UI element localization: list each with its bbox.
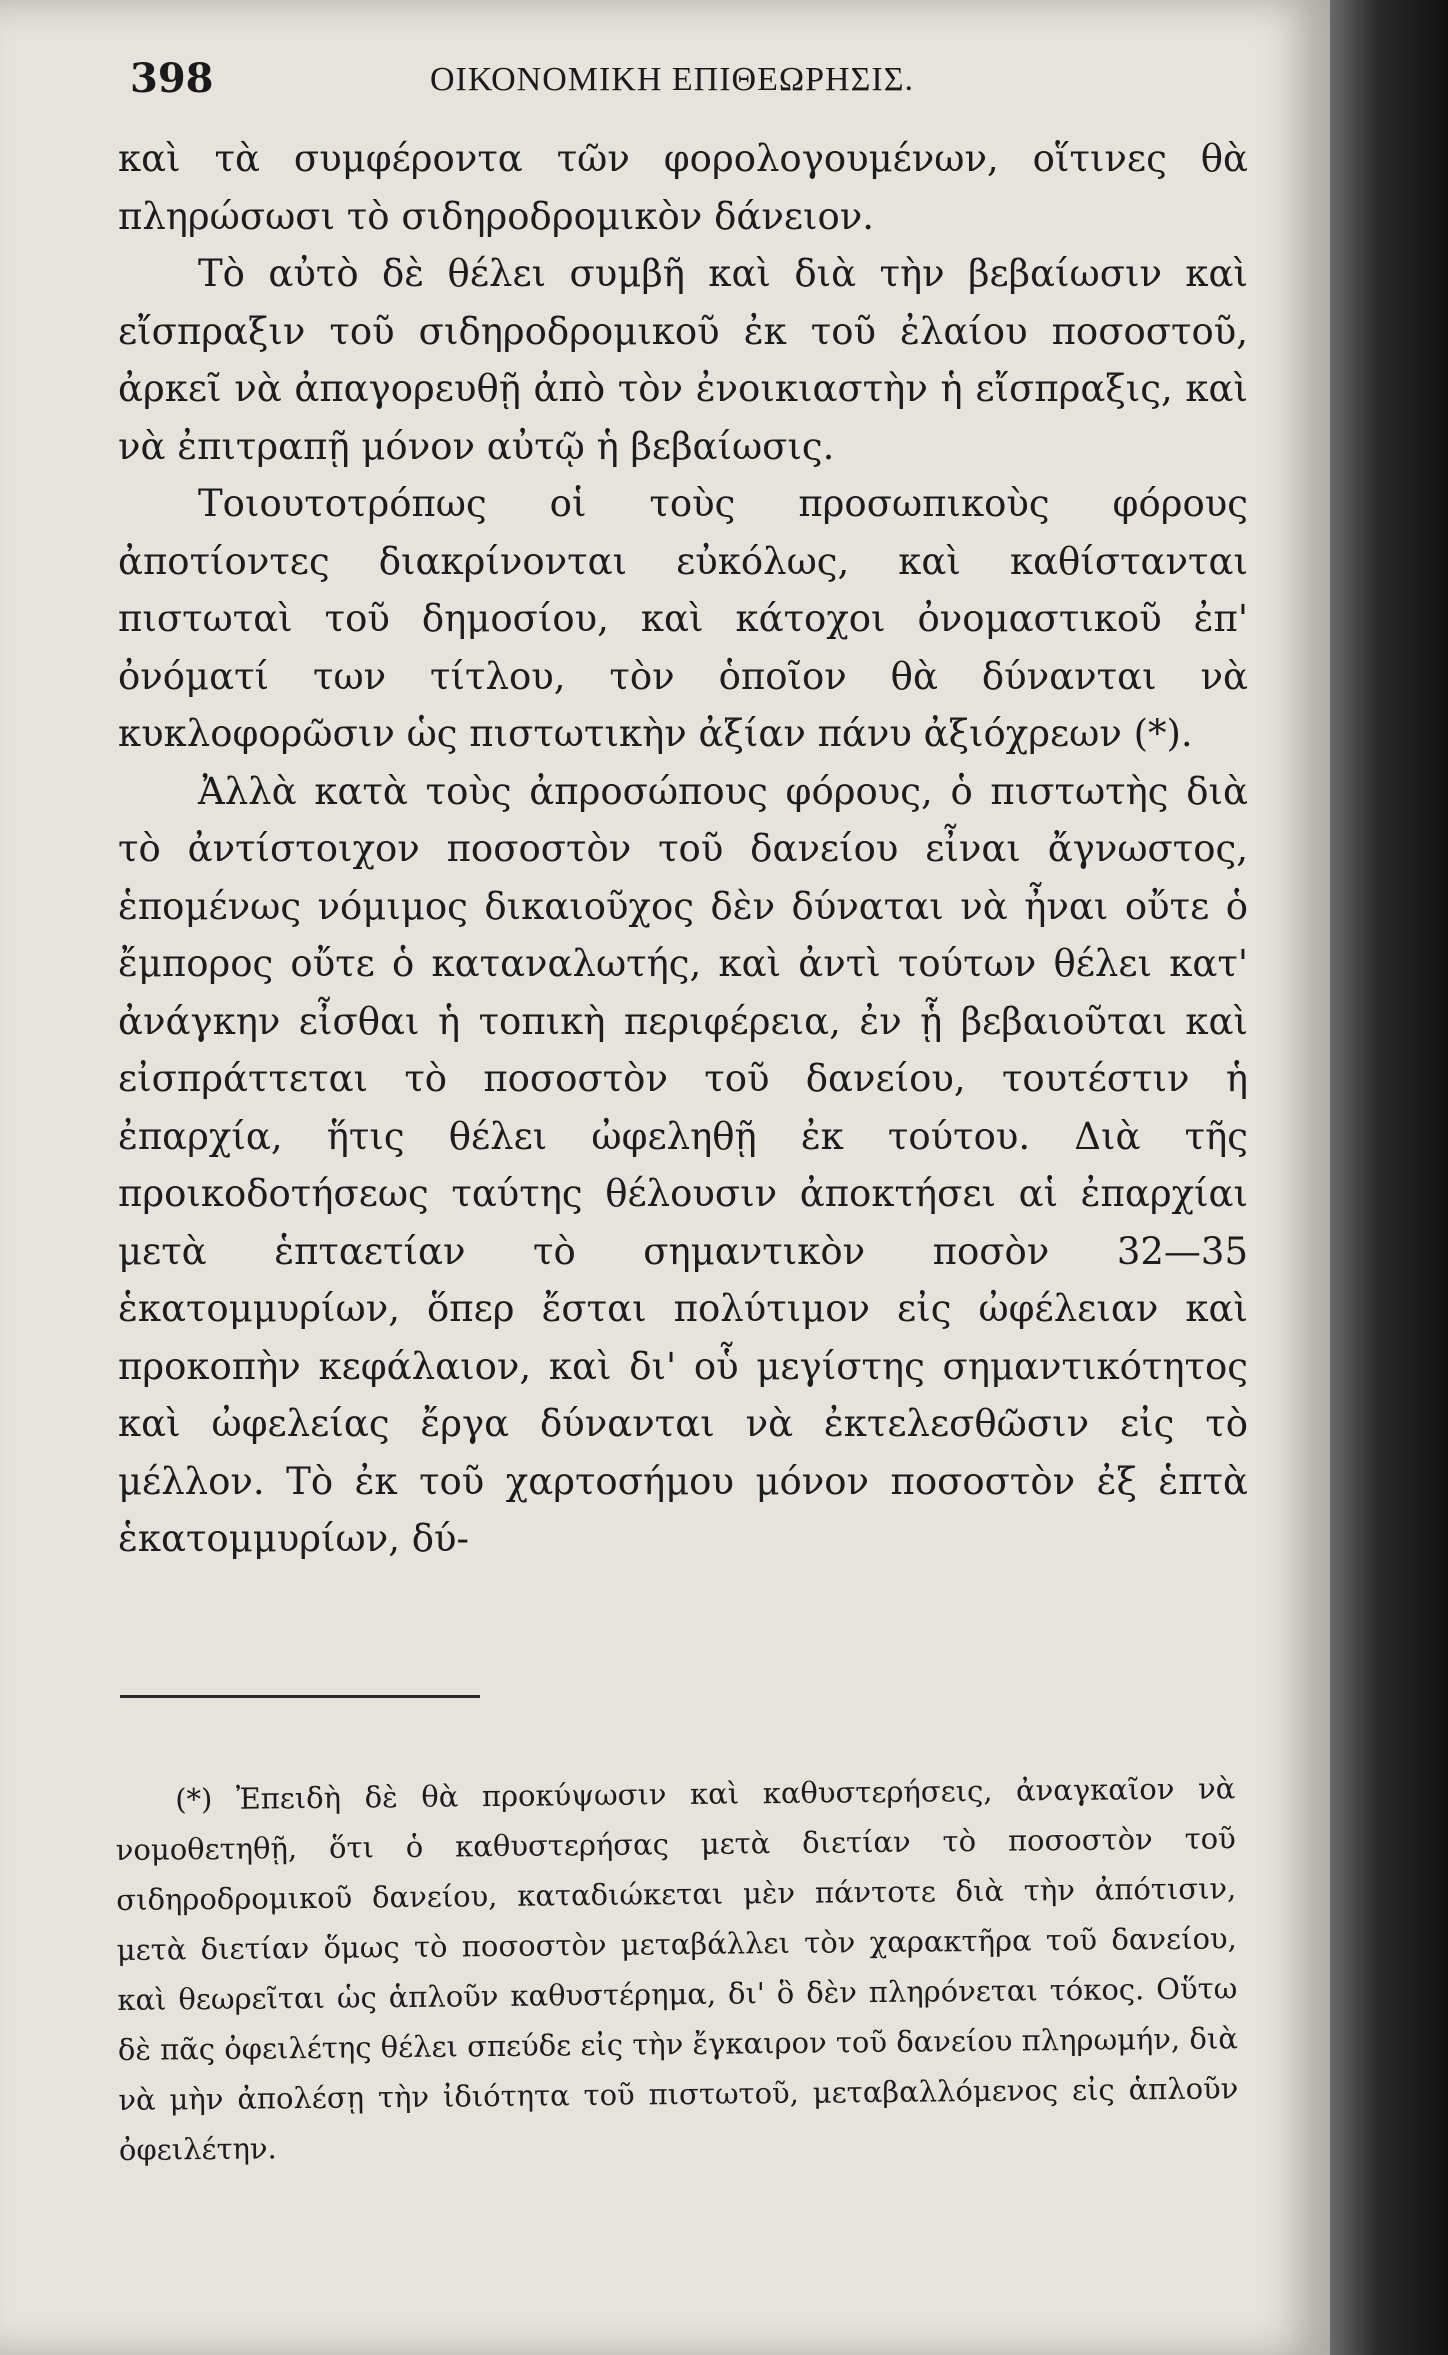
book-binding-edge [1330, 0, 1448, 2355]
paragraph: Ἀλλὰ κατὰ τοὺς ἀπροσώπους φόρους, ὁ πιστωτὴς διὰ τὸ ἀντίστοιχον ποσοστὸν τοῦ δανείου εἶναι ἄγνωστος, ἑπομένως νόμιμος δικαιοῦχος δὲν δύναται νὰ ἦναι οὔτε ὁ ἔμπορος οὔτε ὁ καταναλωτής, καὶ ἀντὶ τούτων θέλει κατ' ἀνάγκην εἶσθαι ἡ τοπικὴ περιφέρεια, ἐν ᾗ βεβαιοῦται καὶ εἰσπράττεται τὸ ποσοστὸν τοῦ δανείου, τουτέστιν ἡ ἐπαρχία, ἥτις θέλει ὠφεληθῇ ἐκ τούτου. Διὰ τῆς προικοδοτήσεως ταύτης θέλουσιν ἀποκτήσει αἱ ἐπαρχίαι μετὰ ἑπταετίαν τὸ σημαντικὸν ποσὸν 32—35 ἑκατομμυρίων, ὅπερ ἔσται πολύτιμον εἰς ὠφέλειαν καὶ προκοπὴν κεφάλαιον, καὶ δι' οὗ μεγίστης σημαντικότητος καὶ ὠφελείας ἔργα δύνανται νὰ ἐκτελεσθῶσιν εἰς τὸ μέλλον. Τὸ ἐκ τοῦ χαρτοσήμου μόνον ποσοστὸν ἐξ ἑπτὰ ἑκατομμυρίων, δύ- [118, 769, 1248, 1560]
page-number: 398 [130, 55, 214, 102]
footnote-divider [120, 1695, 480, 1698]
paragraph-continuation: καὶ τὰ συμφέροντα τῶν φορολογουμένων, οἵτινες θὰ πληρώσωσι τὸ σιδηροδρομικὸν δάνειον. [118, 137, 1248, 238]
page-header [130, 55, 1230, 115]
body-text [118, 130, 1248, 1568]
running-title: ΟΙΚΟΝΟΜΙΚΗ ΕΠΙΘΕΩΡΗΣΙΣ. [430, 61, 915, 98]
paragraph: Τὸ αὐτὸ δὲ θέλει συμβῆ καὶ διὰ τὴν βεβαίωσιν καὶ εἴσπραξιν τοῦ σιδηροδρομικοῦ ἐκ τοῦ ἐλαίου ποσοστοῦ, ἀρκεῖ νὰ ἀπαγορευθῇ ἀπὸ τὸν ἐνοικιαστὴν ἡ εἴσπραξις, καὶ νὰ ἐπιτραπῇ μόνον αὐτῷ ἡ βεβαίωσις. [118, 252, 1248, 468]
paragraph: Τοιουτοτρόπως οἱ τοὺς προσωπικοὺς φόρους ἀποτίοντες διακρίνονται εὐκόλως, καὶ καθίστανται πιστωταὶ τοῦ δημοσίου, καὶ κάτοχοι ὀνομαστικοῦ ἐπ' ὀνόματί των τίτλου, τὸν ὁποῖον θὰ δύνανται νὰ κυκλοφορῶσιν ὡς πιστωτικὴν ἀξίαν πάνυ ἀξιόχρεων (*). [118, 482, 1248, 755]
footnote-text: (*) Ἐπειδὴ δὲ θὰ προκύψωσιν καὶ καθυστερήσεις, ἀναγκαῖον νὰ νομοθετηθῇ, ὅτι ὁ καθυστερήσας μετὰ διετίαν τὸ ποσοστὸν τοῦ σιδηροδρομικοῦ δανείου, καταδιώκεται μὲν πάντοτε διὰ τὴν ἀπότισιν, μετὰ διετίαν ὅμως τὸ ποσοστὸν μεταβάλλει τὸν χαρακτῆρα τοῦ δανείου, καὶ θεωρεῖται ὡς ἁπλοῦν καθυστέρημα, δι' ὃ δὲν πληρόνεται τόκος. Οὕτω δὲ πᾶς ὀφειλέτης θέλει σπεύδε εἰς τὴν ἔγκαιρον τοῦ δανείου πληρωμήν, διὰ νὰ μὴν ἀπολέσῃ τὴν ἰδιότητα τοῦ πιστωτοῦ, μεταβαλλόμενος εἰς ἁπλοῦν ὀφειλέτην. [115, 1771, 1239, 2167]
footnote [115, 1763, 1239, 2175]
